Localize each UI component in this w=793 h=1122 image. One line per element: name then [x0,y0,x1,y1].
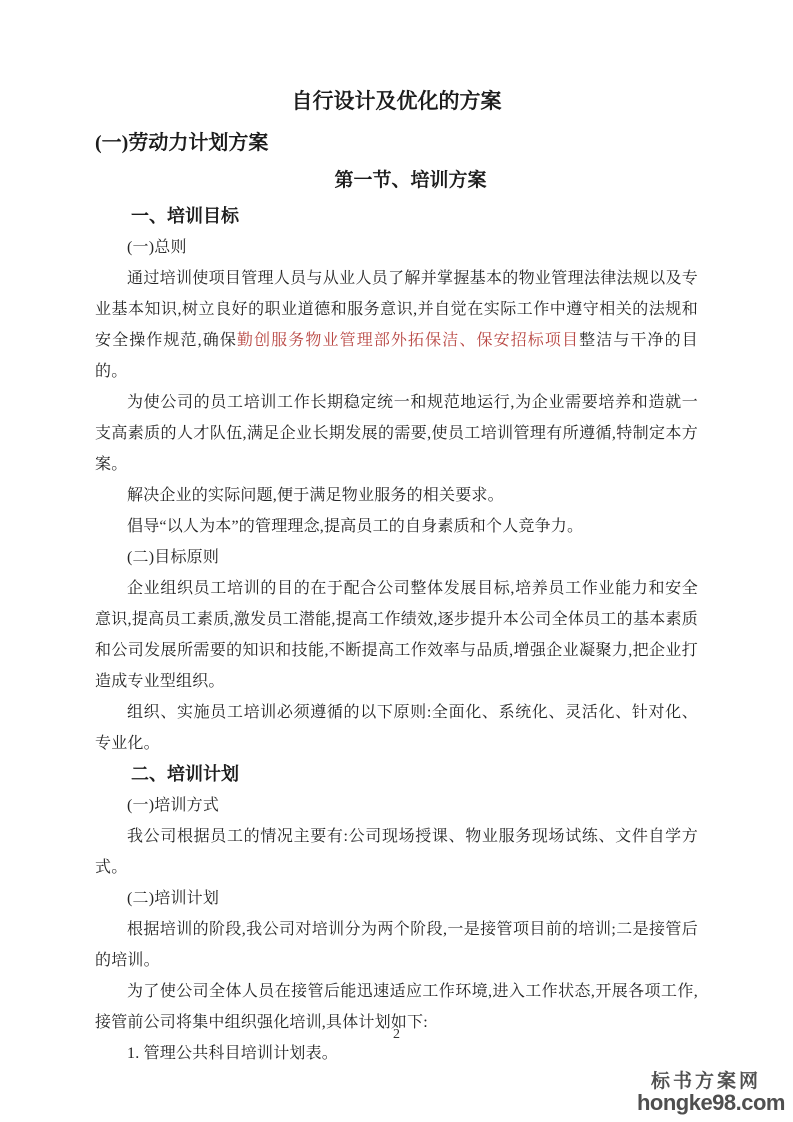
paragraph-before-takeover: 为了使公司全体人员在接管后能迅速适应工作环境,进入工作状态,开展各项工作,接管前公司将集中组织强化培训,具体计划如下: [95,983,698,1031]
watermark-site-name: 标书方案网 [650,1071,761,1092]
paragraph-stage: 根据培训的阶段,我公司对培训分为两个阶段,一是接管项目前的培训;二是接管后的培训。 [95,921,698,969]
watermark-site-domain: hongke98.com [636,1090,785,1115]
project-name-highlight: 勤创服务物业管理部外拓保洁、保安招标项目 [236,332,580,349]
heading-training-goal: 一、培训目标 [131,206,239,226]
paragraph-principle-label: (二)目标原则 [127,549,220,566]
paragraph-overview-lead: 通过培训使项目管理人员与从业人员了解并掌握基本的物业管理法律法规以及专业基本知识,树立良好的职业道德和服务意识,并自觉在实际工作中遵守相关的法规和安全操作规范,确保 [95,270,698,349]
watermark [637,1071,785,1114]
page-number: 2 [393,1027,400,1042]
paragraph-method-label: (一)培训方式 [127,797,220,814]
paragraph-plan-label: (二)培训计划 [127,890,220,907]
paragraph-advocate: 倡导“以人为本”的管理理念,提高员工的自身素质和个人竞争力。 [127,518,584,535]
body-text [95,201,698,1069]
paragraph-general-label: (一)总则 [127,239,187,256]
paragraph-method: 我公司根据员工的情况主要有:公司现场授课、物业服务现场试练、文件自学方式。 [95,828,698,876]
paragraph-overview-tail: 整洁与干净的目的。 [95,332,698,380]
paragraph-solve: 解决企业的实际问题,便于满足物业服务的相关要求。 [127,487,504,504]
paragraph-follow: 组织、实施员工培训必须遵循的以下原则:全面化、系统化、灵活化、针对化、专业化。 [95,704,698,752]
section-heading: 第一节、培训方案 [334,170,487,191]
heading-training-plan: 二、培训计划 [131,764,239,784]
paragraph-principle: 企业组织员工培训的目的在于配合公司整体发展目标,培养员工作业能力和安全意识,提高员工素质,激发员工潜能,提高工作绩效,逐步提升本公司全体员工的基本素质和公司发展所需要的知识和技能,不断提高工作效率与品质,增强企业凝聚力,把企业打造成专业型组织。 [95,580,698,690]
document-title: 自行设计及优化的方案 [291,89,502,113]
paragraph-table-ref: 1. 管理公共科目培训计划表。 [127,1045,339,1062]
paragraph-stability: 为使公司的员工培训工作长期稳定统一和规范地运行,为企业需要培养和造就一支高素质的人才队伍,满足企业长期发展的需要,使员工培训管理有所遵循,特制定本方案。 [95,394,698,473]
chapter-heading: (一)劳动力计划方案 [95,132,269,154]
paragraph-overview [95,263,698,387]
